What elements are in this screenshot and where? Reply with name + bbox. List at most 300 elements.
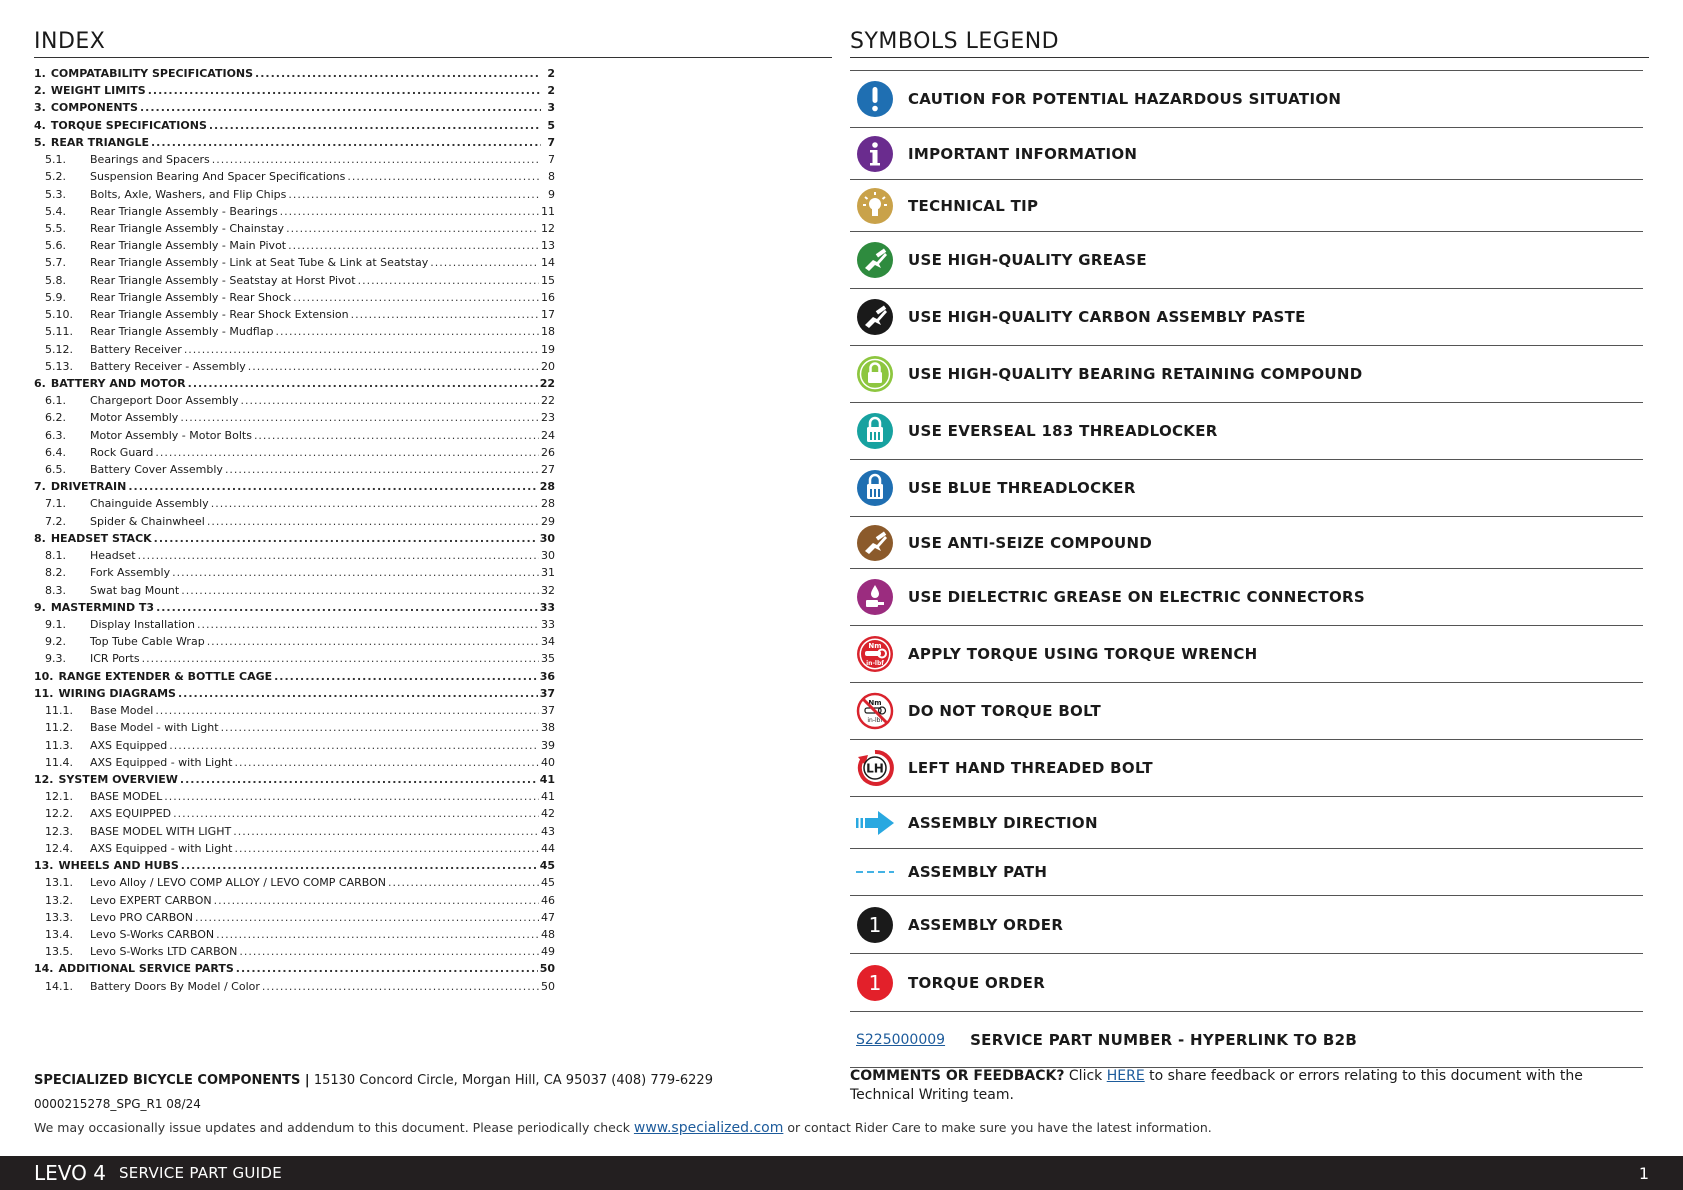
toc-entry-title: REAR TRIANGLE — [50, 135, 149, 149]
toc-entry-page: 38 — [541, 721, 555, 735]
toc-entry-number: 12.3. — [45, 824, 73, 838]
toc-entry-page: 41 — [539, 772, 555, 786]
svg-text:LH: LH — [866, 761, 884, 776]
toc-dot-leader — [154, 530, 538, 547]
toc-dot-leader — [351, 306, 539, 323]
toc-entry-number: 6.4. — [45, 445, 66, 459]
toc-entry-title: Rear Triangle Assembly - Seatstay at Horst Pivot — [90, 273, 356, 287]
legend-label: USE HIGH-QUALITY CARBON ASSEMBLY PASTE — [908, 308, 1306, 326]
toc-entry[interactable] — [34, 616, 555, 633]
toc-dot-leader — [128, 478, 537, 495]
legend-row — [850, 460, 1643, 517]
feedback-here-link[interactable]: HERE — [1106, 1068, 1145, 1084]
legend-heading: SYMBOLS LEGEND — [850, 28, 1649, 58]
toc-entry[interactable] — [34, 926, 555, 943]
toc-entry-page: 9 — [548, 187, 555, 201]
toc-dot-leader — [169, 737, 539, 754]
toc-entry-page: 28 — [541, 497, 555, 511]
toc-dot-leader — [197, 616, 539, 633]
info-icon — [856, 135, 894, 173]
toc-entry-title: DRIVETRAIN — [50, 480, 127, 494]
toc-entry[interactable] — [34, 99, 555, 116]
toc-dot-leader — [216, 926, 539, 943]
toc-entry-number: 12. — [34, 772, 54, 786]
toc-entry-number: 13.4. — [45, 927, 73, 941]
toc-entry-page: 26 — [541, 445, 555, 459]
toc-entry[interactable] — [34, 134, 555, 151]
toc-entry-number: 11.4. — [45, 755, 73, 769]
toc-entry-page: 20 — [541, 359, 555, 373]
toc-entry-title: Levo PRO CARBON — [90, 910, 193, 924]
toc-entry-title: ICR Ports — [90, 652, 140, 666]
toc-entry-page: 41 — [541, 790, 555, 804]
toc-entry[interactable] — [34, 358, 555, 375]
toc-dot-leader — [155, 702, 539, 719]
toc-entry-number: 2. — [34, 84, 46, 98]
toc-dot-leader — [207, 633, 539, 650]
toc-entry-page: 23 — [541, 411, 555, 425]
toc-entry-title: AXS Equipped - with Light — [90, 755, 233, 769]
toc-entry-title: Bearings and Spacers — [90, 153, 210, 167]
toc-entry-number: 7.1. — [45, 497, 66, 511]
toc-dot-leader — [239, 943, 539, 960]
toc-entry-number: 14. — [34, 962, 54, 976]
legend-row — [850, 740, 1643, 797]
toc-entry-number: 8.3. — [45, 583, 66, 597]
toc-dot-leader — [286, 220, 539, 237]
toc-entry-page: 33 — [541, 618, 555, 631]
toc-entry-number: 3. — [34, 101, 46, 115]
toc-entry-number: 5.8. — [45, 273, 66, 287]
toc-dot-leader — [207, 513, 539, 530]
toc-entry[interactable] — [34, 650, 555, 667]
torque-wrench-icon — [856, 635, 894, 673]
toc-entry-page: 3 — [547, 101, 555, 115]
legend-row — [850, 626, 1643, 683]
toc-entry-number: 11.3. — [45, 738, 73, 752]
bearing-compound-icon — [856, 355, 894, 393]
table-of-contents — [34, 65, 555, 995]
toc-entry-title: Levo S-Works LTD CARBON — [90, 945, 238, 959]
toc-entry-page: 7 — [548, 153, 555, 167]
toc-entry-title: SYSTEM OVERVIEW — [58, 772, 178, 786]
toc-entry-title: Fork Assembly — [90, 566, 171, 580]
toc-entry-number: 9. — [34, 600, 46, 614]
toc-entry[interactable] — [34, 117, 555, 134]
specialized-website-link[interactable]: www.specialized.com — [633, 1120, 784, 1136]
toc-entry-title: WHEELS AND HUBS — [58, 859, 179, 873]
legend-row — [850, 232, 1643, 289]
toc-entry-page: 49 — [541, 945, 555, 959]
toc-entry[interactable] — [34, 306, 555, 323]
toc-entry-number: 5.9. — [45, 290, 66, 304]
feedback-note — [850, 1067, 1650, 1105]
toc-entry-page: 45 — [541, 876, 555, 890]
toc-entry[interactable] — [34, 427, 555, 444]
legend-row — [850, 896, 1643, 954]
toc-entry[interactable] — [34, 943, 555, 960]
toc-entry-number: 11.2. — [45, 721, 73, 735]
toc-entry-title: Swat bag Mount — [90, 583, 180, 597]
toc-entry-number: 13.3. — [45, 910, 73, 924]
toc-entry-number: 6.1. — [45, 394, 66, 408]
toc-dot-leader — [156, 599, 538, 616]
toc-entry-page: 33 — [539, 600, 555, 614]
legend-label: ASSEMBLY DIRECTION — [908, 813, 1098, 832]
toc-entry[interactable] — [34, 409, 555, 426]
toc-dot-leader — [164, 788, 539, 805]
toc-entry[interactable] — [34, 254, 555, 271]
service-part-link[interactable]: S225000009 — [856, 1031, 946, 1048]
toc-entry-number: 6.3. — [45, 428, 66, 442]
toc-entry[interactable] — [34, 220, 555, 237]
svg-text:Nm: Nm — [868, 699, 882, 707]
notice-post: or contact Rider Care to make sure you have the latest information. — [783, 1120, 1212, 1135]
toc-entry-number: 14.1. — [45, 979, 73, 993]
toc-dot-leader — [274, 668, 538, 685]
toc-entry-title: Base Model - with Light — [90, 721, 219, 735]
legend-label: LEFT HAND THREADED BOLT — [908, 759, 1153, 777]
toc-entry-page: 50 — [541, 979, 555, 993]
toc-entry-page: 29 — [541, 514, 555, 528]
toc-dot-leader — [255, 65, 541, 82]
toc-entry-title: Rock Guard — [90, 445, 154, 459]
toc-entry-number: 5.7. — [45, 256, 66, 270]
legend-label: TORQUE ORDER — [908, 973, 1046, 992]
legend-row — [850, 403, 1643, 460]
toc-entry-number: 5.11. — [45, 325, 73, 339]
toc-entry-page: 30 — [539, 531, 555, 545]
toc-entry-number: 5.12. — [45, 342, 73, 356]
legend-label: USE HIGH-QUALITY GREASE — [908, 251, 1147, 269]
toc-entry-title: Chainguide Assembly — [90, 497, 209, 511]
toc-dot-leader — [240, 392, 539, 409]
toc-dot-leader — [358, 272, 539, 289]
toc-entry[interactable] — [34, 909, 555, 926]
toc-entry[interactable] — [34, 82, 555, 99]
toc-entry-title: Battery Receiver — [90, 342, 182, 356]
index-heading: INDEX — [34, 28, 832, 58]
update-notice — [34, 1120, 1212, 1136]
toc-entry-page: 14 — [541, 256, 555, 270]
no-torque-icon — [856, 692, 894, 730]
legend-label: TECHNICAL TIP — [908, 196, 1039, 215]
toc-entry-title: Rear Triangle Assembly - Bearings — [90, 204, 278, 218]
toc-entry[interactable] — [34, 478, 555, 495]
toc-entry[interactable] — [34, 702, 555, 719]
toc-entry[interactable] — [34, 978, 555, 995]
toc-entry-title: Bolts, Axle, Washers, and Flip Chips — [90, 187, 287, 201]
toc-entry-title: Levo S-Works CARBON — [90, 927, 215, 941]
toc-entry-title: Suspension Bearing And Spacer Specifications — [90, 170, 346, 184]
legend-row — [850, 683, 1643, 740]
legend-label: APPLY TORQUE USING TORQUE WRENCH — [908, 645, 1258, 663]
toc-entry-number: 5.4. — [45, 204, 66, 218]
toc-entry-page: 31 — [541, 566, 555, 580]
toc-entry-number: 12.2. — [45, 807, 73, 821]
toc-entry-title: Battery Cover Assembly — [90, 463, 223, 477]
toc-entry[interactable] — [34, 530, 555, 547]
toc-entry[interactable] — [34, 151, 555, 168]
toc-dot-leader — [236, 960, 538, 977]
left-hand-thread-icon — [856, 749, 894, 787]
toc-dot-leader — [148, 82, 541, 99]
toc-entry-title: TORQUE SPECIFICATIONS — [50, 118, 207, 132]
toc-entry[interactable] — [34, 513, 555, 530]
anti-seize-icon — [856, 524, 894, 562]
toc-entry[interactable] — [34, 65, 555, 82]
document-number: 0000215278_SPG_R1 08/24 — [34, 1097, 201, 1111]
toc-dot-leader — [184, 341, 539, 358]
toc-entry-number: 13.5. — [45, 945, 73, 959]
grease-gun-icon — [856, 241, 894, 279]
guide-title: SERVICE PART GUIDE — [118, 1164, 283, 1182]
everseal-threadlocker-icon — [856, 412, 894, 450]
toc-dot-leader — [293, 289, 539, 306]
feedback-label: COMMENTS OR FEEDBACK? — [850, 1068, 1065, 1084]
toc-entry[interactable] — [34, 392, 555, 409]
toc-entry[interactable] — [34, 495, 555, 512]
toc-entry-title: Battery Doors By Model / Color — [90, 979, 260, 993]
toc-entry-number: 5.2. — [45, 170, 66, 184]
toc-entry-page: 35 — [541, 652, 555, 666]
toc-entry[interactable] — [34, 823, 555, 840]
torque-order-badge-icon — [856, 964, 894, 1002]
toc-entry-page: 11 — [541, 204, 555, 218]
toc-entry-title: HEADSET STACK — [50, 531, 152, 545]
toc-entry-number: 6.5. — [45, 463, 66, 477]
toc-entry-title: Levo Alloy / LEVO COMP ALLOY / LEVO COMP CARBON — [90, 876, 387, 890]
toc-entry-title: WIRING DIAGRAMS — [58, 686, 176, 700]
toc-dot-leader — [209, 117, 541, 134]
toc-entry[interactable] — [34, 599, 555, 616]
toc-entry-title: Battery Receiver - Assembly — [90, 359, 246, 373]
legend-row — [850, 128, 1643, 180]
toc-entry[interactable] — [34, 874, 555, 891]
toc-entry-page: 8 — [548, 170, 555, 184]
legend-row — [850, 346, 1643, 403]
toc-entry-number: 5.5. — [45, 221, 66, 235]
toc-entry-page: 36 — [539, 669, 555, 683]
toc-dot-leader — [248, 358, 539, 375]
toc-entry[interactable] — [34, 840, 555, 857]
toc-dot-leader — [430, 254, 539, 271]
company-name: SPECIALIZED BICYCLE COMPONENTS | — [34, 1073, 310, 1088]
toc-dot-leader — [151, 134, 541, 151]
toc-dot-leader — [233, 823, 539, 840]
toc-entry-page: 37 — [539, 686, 555, 700]
toc-entry[interactable] — [34, 186, 555, 203]
toc-entry-title: BASE MODEL — [90, 790, 163, 804]
legend-label: USE BLUE THREADLOCKER — [908, 479, 1136, 497]
toc-entry-page: 37 — [541, 704, 555, 718]
legend-label: IMPORTANT INFORMATION — [908, 144, 1138, 163]
toc-entry[interactable] — [34, 323, 555, 340]
toc-entry-page: 46 — [541, 893, 555, 907]
toc-entry-page: 47 — [541, 910, 555, 924]
toc-entry-number: 9.2. — [45, 635, 66, 649]
toc-dot-leader — [275, 323, 539, 340]
toc-dot-leader — [280, 203, 539, 220]
toc-entry[interactable] — [34, 960, 555, 977]
toc-entry-number: 10. — [34, 669, 54, 683]
toc-dot-leader — [214, 892, 539, 909]
toc-entry-page: 13 — [541, 239, 555, 253]
toc-entry-page: 15 — [541, 273, 555, 287]
service-part-row — [850, 1012, 1643, 1068]
toc-entry-title: AXS Equipped - with Light — [90, 841, 233, 855]
toc-entry-title: COMPONENTS — [50, 101, 138, 115]
carbon-paste-icon — [856, 298, 894, 336]
legend-row — [850, 180, 1643, 232]
toc-dot-leader — [140, 99, 541, 116]
legend-row — [850, 849, 1643, 896]
toc-entry-title: Rear Triangle Assembly - Rear Shock — [90, 290, 292, 304]
toc-entry[interactable] — [34, 564, 555, 581]
toc-entry-title: Headset — [90, 549, 136, 563]
toc-entry-title: Motor Assembly — [90, 411, 179, 425]
toc-entry-title: Spider & Chainwheel — [90, 514, 205, 528]
legend-label: CAUTION FOR POTENTIAL HAZARDOUS SITUATION — [908, 90, 1342, 108]
legend-row — [850, 289, 1643, 346]
toc-dot-leader — [180, 771, 538, 788]
toc-entry-title: AXS EQUIPPED — [90, 807, 172, 821]
toc-entry-number: 11.1. — [45, 704, 73, 718]
toc-entry-title: Rear Triangle Assembly - Rear Shock Extension — [90, 308, 349, 322]
toc-entry-number: 8. — [34, 531, 46, 545]
toc-entry[interactable] — [34, 289, 555, 306]
toc-entry-number: 8.1. — [45, 549, 66, 563]
toc-entry[interactable] — [34, 203, 555, 220]
lightbulb-icon — [856, 187, 894, 225]
toc-dot-leader — [142, 650, 539, 667]
toc-dot-leader — [181, 582, 539, 599]
toc-entry-page: 39 — [541, 738, 555, 752]
toc-entry[interactable] — [34, 237, 555, 254]
toc-entry[interactable] — [34, 737, 555, 754]
toc-entry[interactable] — [34, 685, 555, 702]
toc-entry[interactable] — [34, 805, 555, 822]
toc-entry-page: 32 — [541, 583, 555, 597]
toc-entry-page: 27 — [541, 463, 555, 477]
toc-entry-number: 5.10. — [45, 308, 73, 322]
toc-entry-title: Rear Triangle Assembly - Mudflap — [90, 325, 274, 339]
toc-entry-page: 28 — [539, 480, 555, 494]
toc-entry-title: Rear Triangle Assembly - Link at Seat Tube & Link at Seatstay — [90, 256, 429, 270]
toc-dot-leader — [262, 978, 539, 995]
toc-entry[interactable] — [34, 341, 555, 358]
feedback-post: to share feedback or errors relating to this document with the Technical Writing team. — [850, 1068, 1583, 1103]
toc-entry[interactable] — [34, 668, 555, 685]
toc-entry-page: 45 — [539, 859, 555, 873]
toc-dot-leader — [188, 375, 538, 392]
index-section — [34, 28, 832, 995]
page-number: 1 — [1638, 1163, 1649, 1183]
toc-entry-page: 7 — [547, 135, 555, 149]
toc-entry[interactable] — [34, 547, 555, 564]
toc-entry-page: 40 — [541, 755, 555, 769]
toc-entry-title: Base Model — [90, 704, 154, 718]
toc-dot-leader — [388, 874, 539, 891]
toc-entry-number: 5.1. — [45, 153, 66, 167]
toc-entry-number: 5. — [34, 135, 46, 149]
toc-entry-title: AXS Equipped — [90, 738, 168, 752]
toc-entry-page: 2 — [547, 84, 555, 98]
toc-entry[interactable] — [34, 461, 555, 478]
toc-dot-leader — [254, 427, 539, 444]
assembly-order-badge-icon — [856, 906, 894, 944]
legend-label: USE HIGH-QUALITY BEARING RETAINING COMPOUND — [908, 365, 1363, 383]
toc-entry-number: 1. — [34, 67, 46, 80]
toc-entry[interactable] — [34, 754, 555, 771]
toc-entry-page: 22 — [541, 394, 555, 408]
toc-entry-title: ADDITIONAL SERVICE PARTS — [58, 962, 234, 976]
legend-row — [850, 71, 1643, 128]
svg-text:in-lbf: in-lbf — [867, 717, 883, 724]
toc-dot-leader — [178, 685, 538, 702]
toc-entry[interactable] — [34, 788, 555, 805]
toc-entry[interactable] — [34, 771, 555, 788]
toc-dot-leader — [288, 186, 541, 203]
toc-entry-page: 16 — [541, 290, 555, 304]
toc-entry[interactable] — [34, 272, 555, 289]
legend-row — [850, 797, 1643, 849]
caution-icon — [856, 80, 894, 118]
toc-dot-leader — [234, 754, 539, 771]
toc-entry-title: WEIGHT LIMITS — [50, 84, 146, 98]
toc-dot-leader — [221, 719, 539, 736]
toc-entry-page: 2 — [547, 67, 555, 80]
toc-dot-leader — [212, 151, 541, 168]
toc-entry-number: 6. — [34, 376, 46, 390]
toc-entry-number: 9.1. — [45, 618, 66, 631]
toc-entry[interactable] — [34, 582, 555, 599]
toc-entry[interactable] — [34, 719, 555, 736]
toc-entry-number: 11. — [34, 686, 54, 700]
toc-entry-title: Motor Assembly - Motor Bolts — [90, 428, 252, 442]
toc-entry-page: 34 — [541, 635, 555, 649]
legend-label: ASSEMBLY ORDER — [908, 915, 1064, 934]
toc-dot-leader — [225, 461, 539, 478]
feedback-pre: Click — [1064, 1068, 1107, 1084]
legend-row — [850, 517, 1643, 569]
legend-list — [850, 70, 1643, 1049]
toc-entry-page: 30 — [541, 549, 555, 563]
svg-text:in-lbf: in-lbf — [866, 660, 884, 667]
toc-dot-leader — [211, 495, 539, 512]
toc-entry-title: Rear Triangle Assembly - Chainstay — [90, 221, 285, 235]
toc-entry-number: 5.13. — [45, 359, 73, 373]
toc-entry-title: MASTERMIND T3 — [50, 600, 155, 614]
toc-entry-title: BATTERY AND MOTOR — [50, 376, 186, 390]
toc-entry[interactable] — [34, 633, 555, 650]
toc-entry[interactable] — [34, 444, 555, 461]
toc-entry-title: Top Tube Cable Wrap — [90, 635, 205, 649]
toc-entry[interactable] — [34, 892, 555, 909]
toc-entry-title: Chargeport Door Assembly — [90, 394, 239, 408]
toc-entry[interactable] — [34, 375, 555, 392]
toc-dot-leader — [173, 805, 539, 822]
toc-entry-number: 8.2. — [45, 566, 66, 580]
toc-entry-title: RANGE EXTENDER & BOTTLE CAGE — [58, 669, 273, 683]
service-part-label: SERVICE PART NUMBER - HYPERLINK TO B2B — [970, 1030, 1358, 1049]
toc-entry[interactable] — [34, 857, 555, 874]
toc-entry-number: 9.3. — [45, 652, 66, 666]
toc-dot-leader — [180, 409, 539, 426]
toc-entry-page: 50 — [539, 962, 555, 976]
toc-entry[interactable] — [34, 168, 555, 185]
toc-entry-number: 13.2. — [45, 893, 73, 907]
